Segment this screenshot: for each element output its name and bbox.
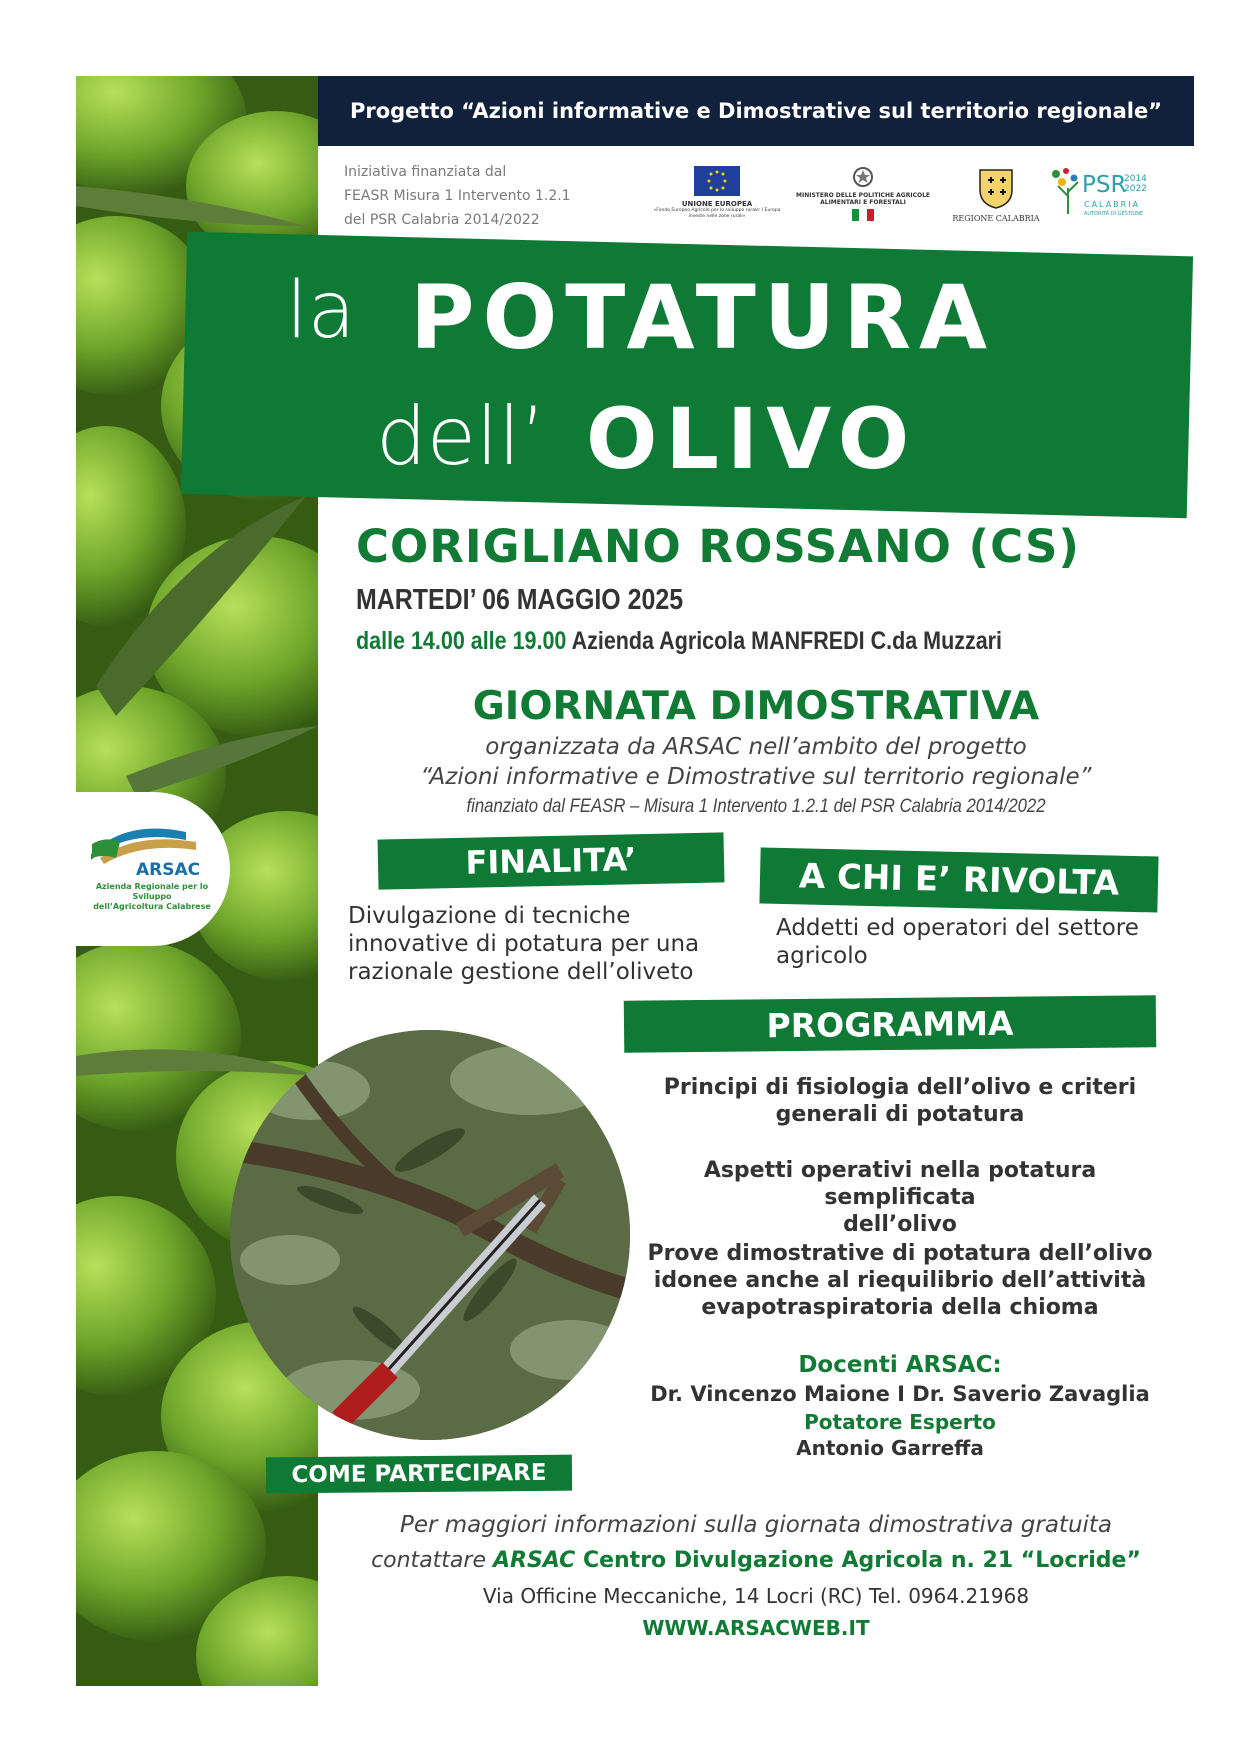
demo-heading: GIORNATA DIMOSTRATIVA [472,684,1040,729]
contact-org: ARSAC [492,1548,576,1573]
funding-line-3: del PSR Calabria 2014/2022 [344,212,540,228]
funding-line-2: FEASR Misura 1 Intervento 1.2.1 [344,188,571,204]
target-label: A CHI E’ RIVOLTA [759,847,1158,912]
docenti-names: Dr. Vincenzo Maione I Dr. Saverio Zavaglia [650,1382,1150,1406]
expert-label: Potatore Esperto [804,1410,996,1434]
target-text [776,914,1139,970]
expert-name: Antonio Garreffa [796,1436,984,1460]
arsac-landscape-icon [86,814,206,866]
psr-text: PSR [1082,172,1127,198]
arsac-name: ARSAC [136,860,201,880]
eu-subtitle: «Fondo Europeo Agricolo per lo sviluppo rurale: l’Europa investe nelle zone rurali» [653,208,781,219]
programma-line: dell’olivo [843,1212,957,1237]
partecipare-line-2 [356,1548,1156,1573]
finalita-label: FINALITA’ [378,832,725,889]
eu-title: UNIONE EUROPEA [681,200,753,208]
contact-address: Via Officine Meccaniche, 14 Locri (RC) Tel. 0964.21968 [482,1584,1030,1608]
pruning-photo [230,1030,630,1440]
programma-line: Prove dimostrative di potatura dell’olivo [647,1241,1153,1266]
psr-calabria-logo [1048,166,1158,226]
eu-logo [652,166,782,220]
programma-line: evapotraspiratoria della chioma [701,1295,1099,1320]
arsac-subtitle-1: Azienda Regionale per lo Sviluppo [95,882,209,901]
event-city: CORIGLIANO ROSSANO (CS) [356,520,1080,573]
contact-prefix: contattare [371,1548,493,1573]
finalita-line: Divulgazione di tecniche [348,903,631,929]
event-location: Azienda Agricola MANFREDI C.da Muzzari [566,627,1003,655]
programma-line: generali di potatura [775,1102,1025,1127]
finalita-text [348,902,699,986]
title-la: la [286,266,356,356]
region-crest-icon [976,166,1016,210]
finalita-line: innovative di potatura per una [348,931,700,957]
target-line: Addetti ed operatori del settore [776,915,1139,941]
project-banner: Progetto “Azioni informative e Dimostrative sul territorio regionale” [318,76,1194,146]
arsac-logo [76,792,230,946]
partecipare-line-1: Per maggiori informazioni sulla giornata dimostrativa gratuita [399,1512,1113,1538]
psr-year-bottom: 2022 [1124,184,1147,194]
finalita-line: razionale gestione dell’oliveto [348,959,694,985]
psr-region: CALABRIA [1084,200,1141,209]
docenti-label: Docenti ARSAC: [798,1352,1002,1378]
eu-flag-icon [694,166,740,196]
programma-item-3 [630,1240,1170,1321]
psr-year-top: 2014 [1124,174,1147,184]
ministry-logo [788,166,938,225]
region-name: REGIONE CALABRIA [952,214,1040,223]
demo-line-3: finanziato dal FEASR – Misura 1 Intervento 1.2.1 del PSR Calabria 2014/2022 [466,796,1046,817]
regione-calabria-logo [948,166,1044,223]
programma-line: Principi di fisiologia dell’olivo e criteri [663,1075,1137,1100]
title-dell: dell’ [376,390,546,483]
website-link[interactable]: WWW.ARSACWEB.IT [642,1616,870,1640]
programma-item-2 [630,1157,1170,1238]
funding-text [344,160,571,232]
programma-line: idonee anche al riequilibrio dell’attività [653,1268,1147,1293]
demo-line-2: “Azioni informative e Dimostrative sul territorio regionale” [420,764,1092,790]
event-date: MARTEDI’ 06 MAGGIO 2025 [356,584,684,616]
contact-center: Centro Divulgazione Agricola n. 21 “Locride” [575,1548,1141,1573]
italian-flag-icon [852,209,874,221]
target-line: agricolo [776,943,868,969]
partecipare-label: COME PARTECIPARE [266,1455,572,1494]
event-time-location [356,627,1002,656]
arsac-subtitle-2: dell’Agricoltura Calabrese [93,902,211,911]
ministry-name: MINISTERO DELLE POLITICHE AGRICOLE ALIMENTARI E FORESTALI [795,192,931,206]
title-potatura: POTATURA [410,266,996,369]
demo-line-1: organizzata da ARSAC nell’ambito del progetto [485,734,1027,760]
republic-emblem-icon [852,166,874,188]
funding-line-1: Iniziativa finanziata dal [344,164,507,180]
psr-authority: AUTORITÀ DI GESTIONE [1084,211,1144,217]
programma-item-1 [630,1074,1170,1128]
event-time: dalle 14.00 alle 19.00 [356,627,567,655]
title-olivo: OLIVO [586,390,918,488]
programma-label: PROGRAMMA [624,995,1157,1053]
programma-line: Aspetti operativi nella potatura semplificata [703,1158,1097,1210]
